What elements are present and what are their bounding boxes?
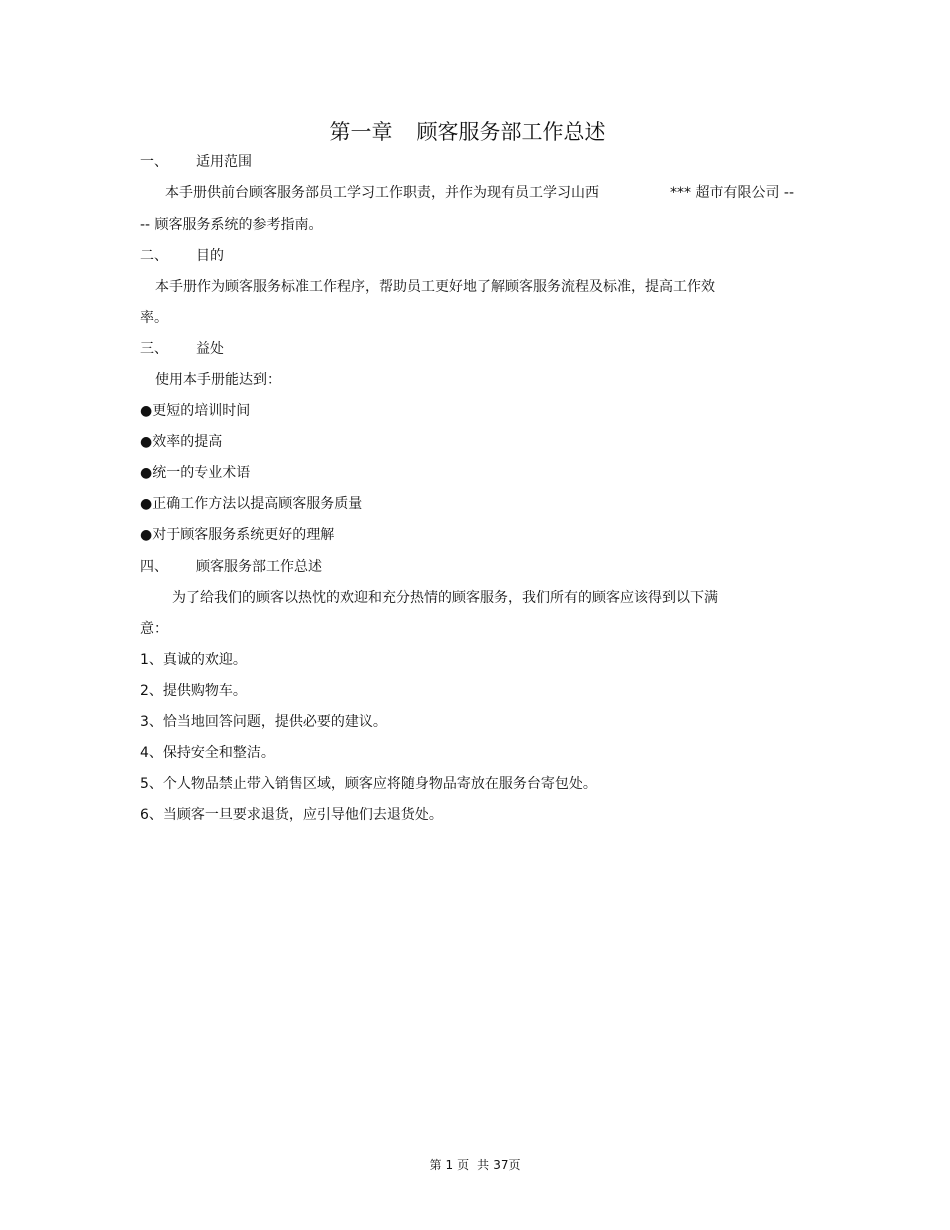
chapter-number: 第一章 (329, 120, 393, 144)
benefit-item: ●对于顾客服务系统更好的理解 (140, 527, 335, 543)
numbered-item: 1、真诚的欢迎。 (140, 652, 247, 668)
benefits-intro: 使用本手册能达到： (155, 372, 281, 388)
section-1-heading: 适用范围 (196, 154, 252, 170)
footer-page-suffix: 页 (457, 1158, 470, 1172)
section-3-heading: 益处 (196, 341, 224, 357)
numbered-item: 4、保持安全和整洁。 (140, 745, 275, 761)
chapter-name: 顾客服务部工作总述 (416, 120, 606, 144)
benefit-item: ●统一的专业术语 (140, 465, 251, 481)
purpose-text-line2: 率。 (140, 310, 168, 326)
benefit-item: ●正确工作方法以提高顾客服务质量 (140, 496, 363, 512)
scope-text-line1: 本手册供前台顾客服务部员工学习工作职责，并作为现有员工学习山西 (165, 185, 599, 201)
purpose-text-line1: 本手册作为顾客服务标准工作程序，帮助员工更好地了解顾客服务流程及标准，提高工作效 (155, 279, 715, 295)
scope-text-line1-company: *** 超市有限公司 -- (670, 185, 795, 201)
footer-total-number: 37 (493, 1158, 509, 1172)
scope-text-line2: -- 顾客服务系统的参考指南。 (140, 217, 323, 233)
section-2-heading: 目的 (196, 248, 224, 264)
numbered-item: 3、恰当地回答问题，提供必要的建议。 (140, 714, 387, 730)
page-footer (0, 1157, 950, 1173)
footer-total-suffix: 页 (508, 1158, 521, 1172)
footer-page-number: 1 (445, 1158, 454, 1172)
overview-text-line1: 为了给我们的顾客以热忱的欢迎和充分热情的顾客服务，我们所有的顾客应该得到以下满 (172, 590, 718, 606)
benefit-item: ●效率的提高 (140, 434, 223, 450)
numbered-item: 2、提供购物车。 (140, 683, 247, 699)
section-2-number: 二、 (140, 248, 168, 264)
overview-text-line2: 意： (140, 621, 168, 637)
section-1-number: 一、 (140, 154, 168, 170)
numbered-item: 5、个人物品禁止带入销售区域，顾客应将随身物品寄放在服务台寄包处。 (140, 776, 597, 792)
section-3-number: 三、 (140, 341, 168, 357)
footer-total-prefix: 共 (477, 1158, 490, 1172)
section-4-heading: 顾客服务部工作总述 (196, 559, 322, 575)
section-4-number: 四、 (140, 559, 168, 575)
chapter-title (0, 118, 935, 146)
footer-page-prefix: 第 (429, 1158, 442, 1172)
numbered-item: 6、当顾客一旦要求退货，应引导他们去退货处。 (140, 807, 443, 823)
benefit-item: ●更短的培训时间 (140, 403, 251, 419)
